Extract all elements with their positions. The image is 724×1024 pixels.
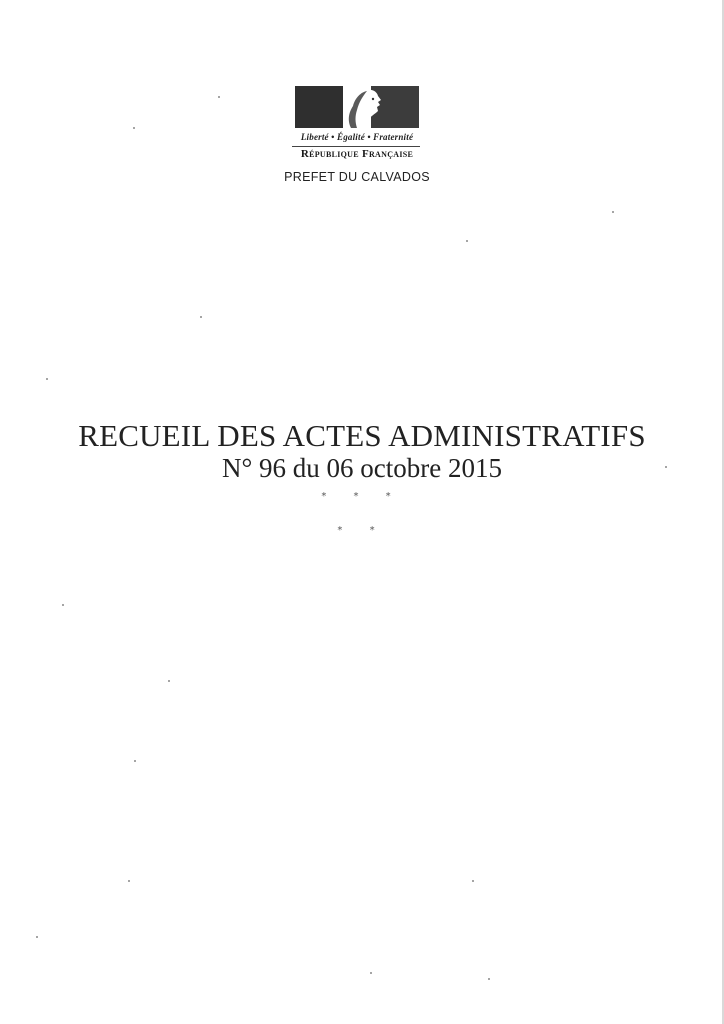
- marianne-logo: [295, 86, 419, 128]
- scan-speck: [62, 604, 64, 606]
- republic-name: République Française: [300, 148, 414, 160]
- scan-speck: [134, 760, 136, 762]
- ornament-stars-top: * * *: [321, 491, 403, 502]
- scan-speck: [472, 880, 474, 882]
- document-issue-number: N° 96 du 06 octobre 2015: [221, 453, 502, 483]
- scan-speck: [665, 466, 667, 468]
- ornament-stars-bottom: * *: [337, 525, 387, 536]
- scan-speck: [370, 972, 372, 974]
- republic-motto: Liberté • Égalité • Fraternité: [300, 132, 414, 142]
- scan-speck: [612, 211, 614, 213]
- document-title: RECUEIL DES ACTES ADMINISTRATIFS: [78, 418, 646, 453]
- scan-speck: [133, 127, 135, 129]
- scan-speck: [128, 880, 130, 882]
- scan-speck: [466, 240, 468, 242]
- motto-divider: [292, 146, 420, 147]
- scan-speck: [488, 978, 490, 980]
- scan-speck: [200, 316, 202, 318]
- scan-speck: [36, 936, 38, 938]
- prefecture-name: PREFET DU CALVADOS: [284, 170, 430, 184]
- scan-speck: [168, 680, 170, 682]
- scan-speck: [218, 96, 220, 98]
- scan-speck: [46, 378, 48, 380]
